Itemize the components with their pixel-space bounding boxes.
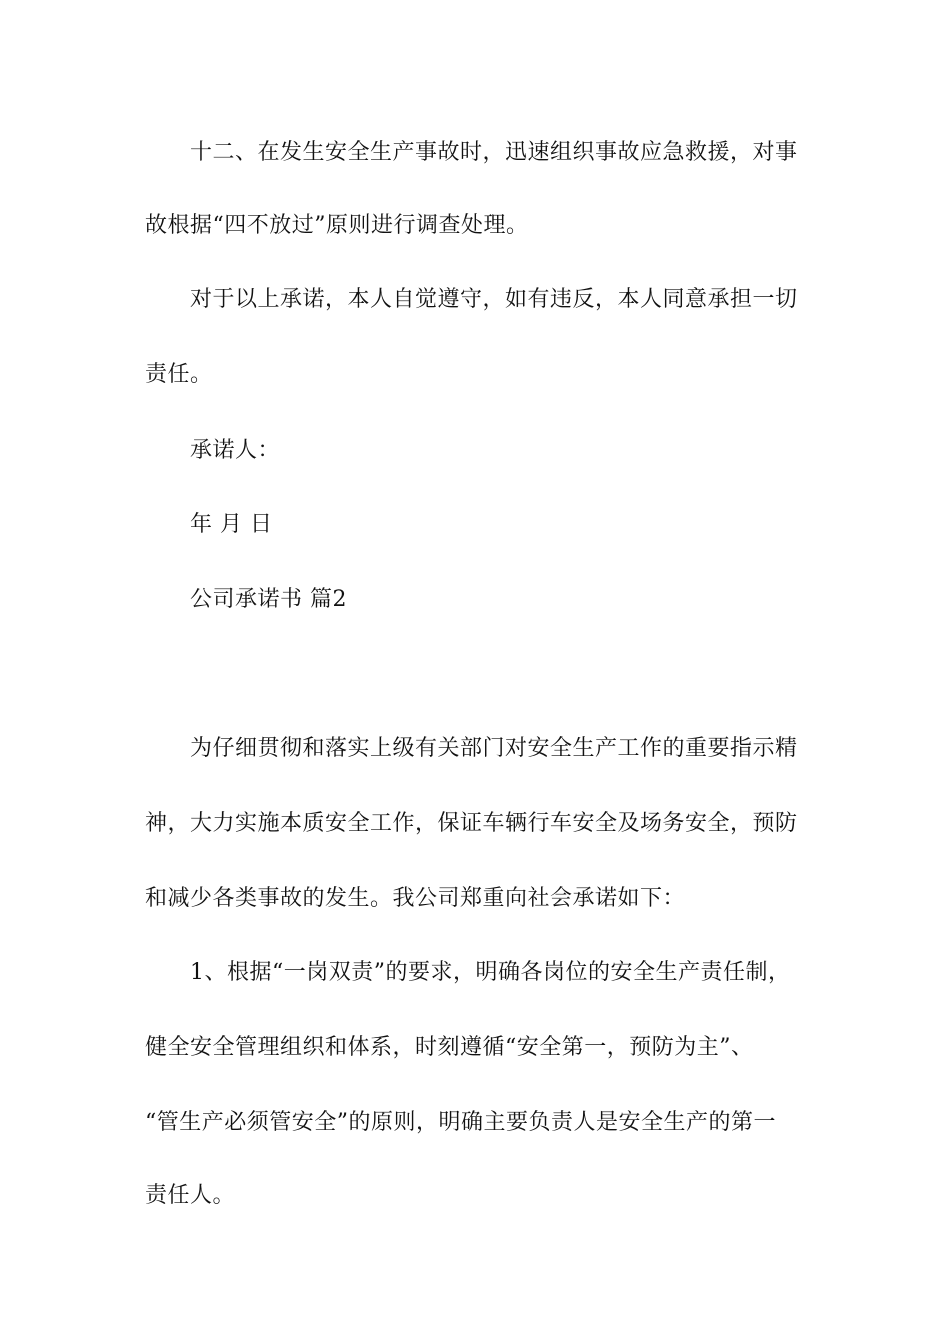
paragraph-line-item-12: 十二、在发生安全生产事故时，迅速组织事故应急救援，对事 [190, 140, 798, 165]
paragraph-line-intro-cont-1: 神，大力实施本质安全工作，保证车辆行车安全及场务安全，预防 [145, 811, 798, 836]
paragraph-line-item-1-cont-3: 责任人。 [145, 1183, 236, 1208]
paragraph-line-item-1-cont-2: “管生产必须管安全”的原则，明确主要负责人是安全生产的第一 [145, 1110, 776, 1135]
paragraph-line-item-12-cont: 故根据“四不放过”原则进行调查处理。 [145, 213, 529, 238]
date-line: 年 月 日 [190, 512, 273, 537]
paragraph-line-item-1-cont-1: 健全安全管理组织和体系，时刻遵循“安全第一，预防为主”、 [145, 1035, 754, 1060]
section-heading: 公司承诺书 篇2 [190, 587, 347, 612]
paragraph-line-commitment: 对于以上承诺，本人自觉遵守，如有违反，本人同意承担一切 [190, 287, 798, 312]
paragraph-line-intro: 为仔细贯彻和落实上级有关部门对安全生产工作的重要指示精 [190, 736, 798, 761]
signatory-label: 承诺人： [190, 438, 281, 463]
paragraph-line-commitment-cont: 责任。 [145, 362, 213, 387]
paragraph-line-item-1: 1、根据“一岗双责”的要求，明确各岗位的安全生产责任制， [190, 960, 791, 985]
paragraph-line-intro-cont-2: 和减少各类事故的发生。我公司郑重向社会承诺如下： [145, 886, 686, 911]
